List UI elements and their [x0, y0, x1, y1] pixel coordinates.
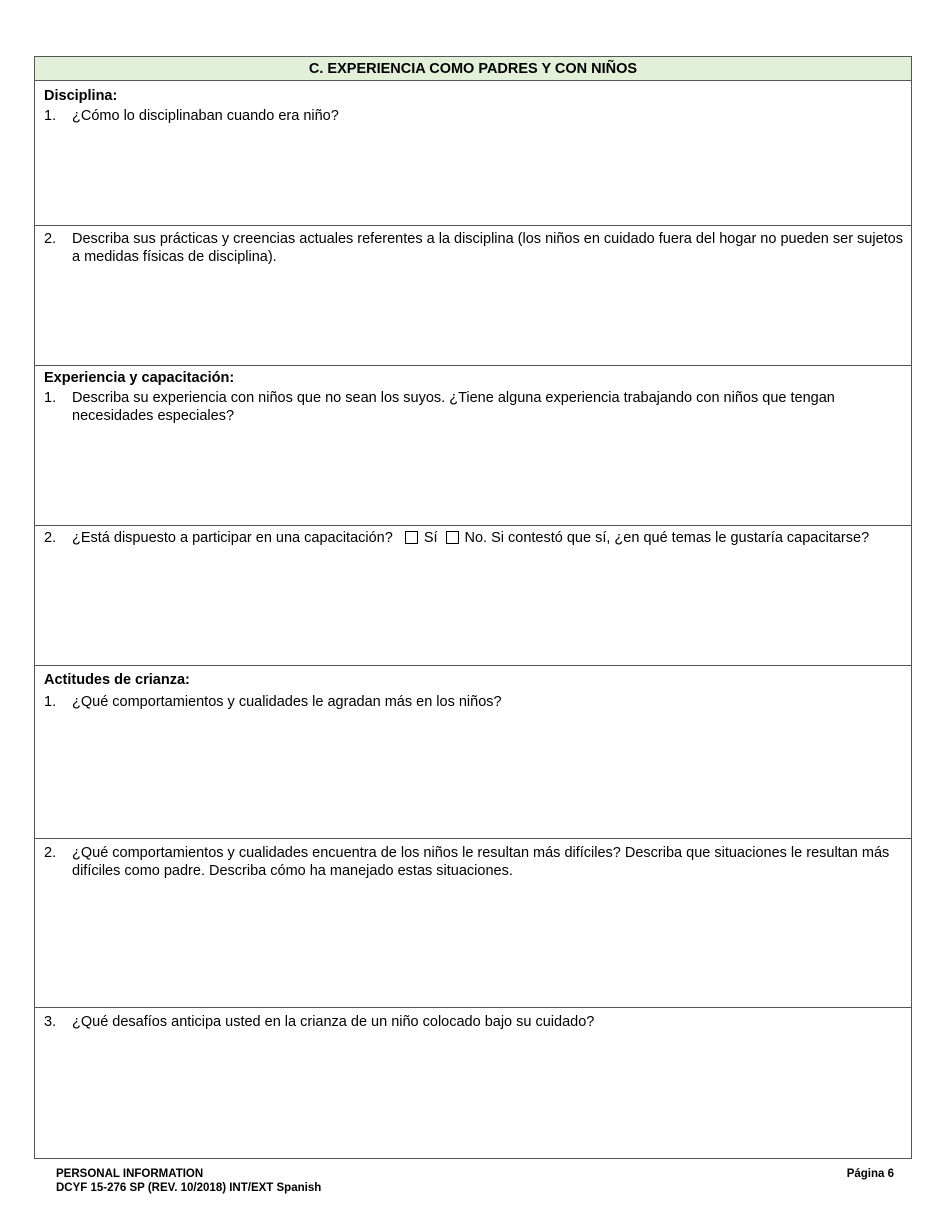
no-checkbox[interactable]	[446, 531, 459, 544]
question-text: Describa sus prácticas y creencias actuales referentes a la disciplina (los niños en cuidado fuera del hogar no pueden ser sujetos a medidas físicas de disciplina).	[72, 231, 903, 265]
section-header: C. EXPERIENCIA COMO PADRES Y CON NIÑOS	[35, 57, 911, 81]
page-number: Página 6	[846, 1168, 894, 1180]
question-number: 1.	[44, 694, 57, 710]
question-number: 2.	[44, 530, 57, 546]
experiencia-q2-row[interactable]	[35, 526, 911, 666]
footer-line-1: PERSONAL INFORMATION	[56, 1168, 204, 1180]
question	[44, 529, 903, 547]
question	[44, 107, 903, 125]
question	[44, 230, 903, 266]
question-text: ¿Qué comportamientos y cualidades le agradan más en los niños?	[72, 694, 502, 710]
question	[44, 1013, 903, 1031]
disciplina-q2-row[interactable]	[35, 226, 911, 366]
form-section	[34, 56, 912, 1159]
question-number: 1.	[44, 108, 57, 124]
actitudes-q2-row[interactable]	[35, 839, 911, 1008]
question-number: 2.	[44, 845, 57, 861]
question-text-before: ¿Está dispuesto a participar en una capacitación?	[72, 530, 393, 546]
question	[44, 844, 903, 880]
actitudes-q3-row[interactable]	[35, 1008, 911, 1158]
yes-label: Sí	[423, 530, 438, 546]
question-text: ¿Qué comportamientos y cualidades encuentra de los niños le resultan más difíciles? Describa que situaciones le resultan más difíciles como padre. Describa cómo ha manejado estas situaciones.	[72, 845, 890, 879]
question-text	[72, 529, 903, 547]
question-text: ¿Qué desafíos anticipa usted en la crianza de un niño colocado bajo su cuidado?	[72, 1014, 595, 1030]
question-number: 2.	[44, 231, 57, 247]
question	[44, 693, 903, 711]
question-text: Describa su experiencia con niños que no sean los suyos. ¿Tiene alguna experiencia trabajando con niños que tengan necesidades especiales?	[72, 390, 835, 424]
yes-checkbox[interactable]	[405, 531, 418, 544]
disciplina-q1-row[interactable]	[35, 81, 911, 226]
footer-line-2: DCYF 15-276 SP (REV. 10/2018) INT/EXT Spanish	[56, 1182, 322, 1194]
experiencia-q1-row[interactable]	[35, 366, 911, 526]
actitudes-title: Actitudes de crianza:	[44, 672, 190, 688]
question-text: ¿Cómo lo disciplinaban cuando era niño?	[72, 108, 339, 124]
question-number: 3.	[44, 1014, 57, 1030]
actitudes-q1-row[interactable]	[35, 666, 911, 839]
page-footer	[56, 1167, 894, 1195]
question	[44, 389, 903, 425]
question-text-after: No. Si contestó que sí, ¿en qué temas le gustaría capacitarse?	[464, 530, 870, 546]
question-number: 1.	[44, 390, 57, 406]
experiencia-title: Experiencia y capacitación:	[44, 370, 235, 386]
disciplina-title: Disciplina:	[44, 88, 118, 104]
